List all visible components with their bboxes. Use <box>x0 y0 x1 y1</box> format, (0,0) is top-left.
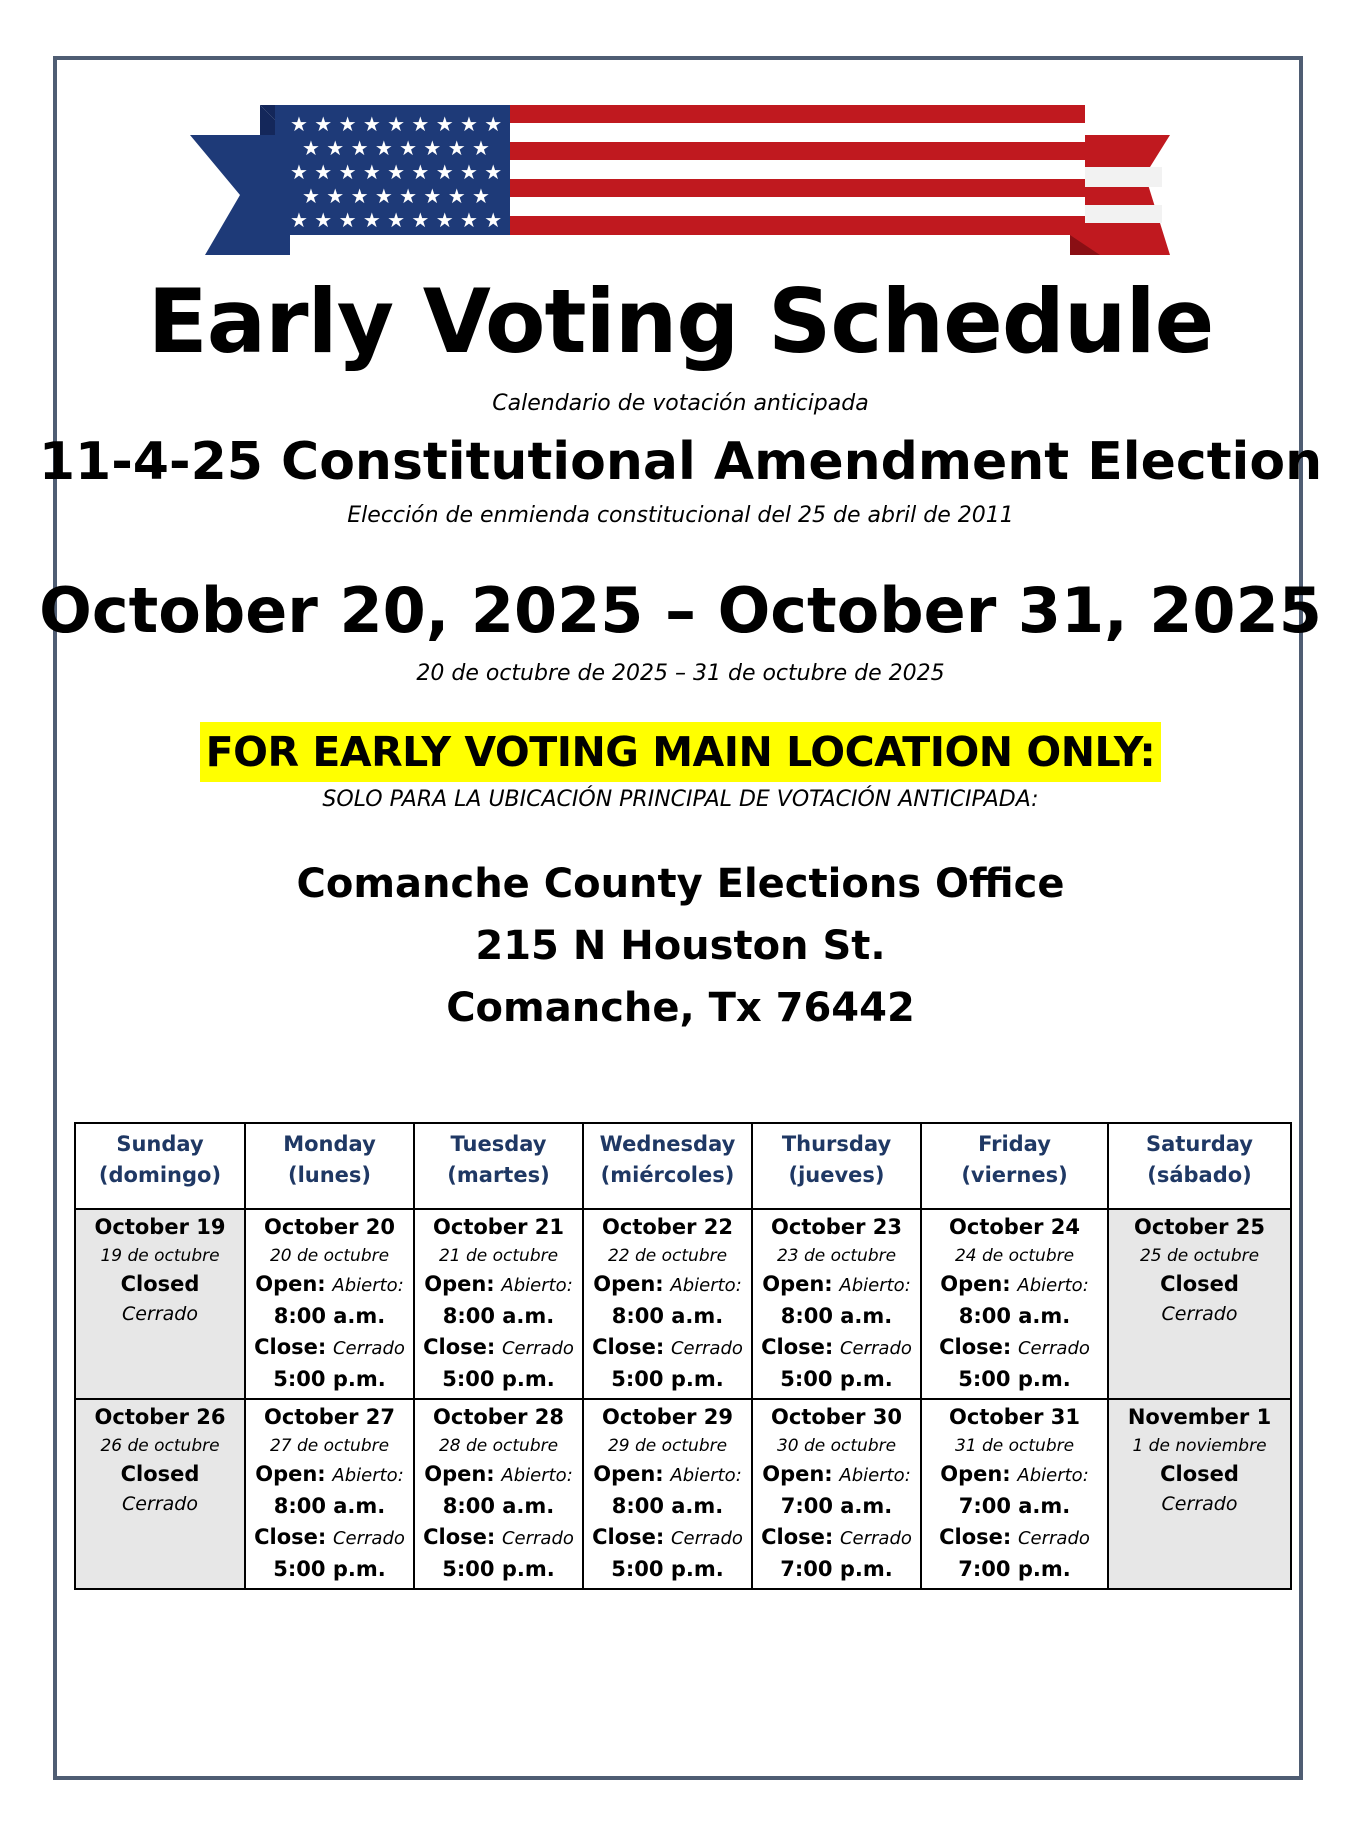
header-tuesday: Tuesday (martes) <box>414 1123 583 1209</box>
day-cell-open: October 28 28 de octubre Open: Abierto: 8:00 a.m. Close: Cerrado 5:00 p.m. <box>414 1399 583 1589</box>
election-title-es: Elección de enmienda constitucional del 25 de abril de 2011 <box>347 503 1014 528</box>
header-thursday: Thursday (jueves) <box>752 1123 921 1209</box>
american-flag-ribbon-icon <box>190 105 1170 255</box>
day-cell-closed: October 19 19 de octubre Closed Cerrado <box>75 1209 245 1399</box>
table-row <box>75 1399 1291 1589</box>
header-sunday: Sunday (domingo) <box>75 1123 245 1209</box>
svg-text:★ ★ ★ ★ ★ ★ ★ ★ ★: ★ ★ ★ ★ ★ ★ ★ ★ ★ <box>290 208 503 232</box>
office-street: 215 N Houston St. <box>475 923 886 969</box>
date-range: October 20, 2025 – October 31, 2025 <box>39 574 1322 647</box>
day-cell-open: October 29 29 de octubre Open: Abierto: 8:00 a.m. Close: Cerrado 5:00 p.m. <box>583 1399 752 1589</box>
day-cell-open: October 31 31 de octubre Open: Abierto: 7:00 a.m. Close: Cerrado 7:00 p.m. <box>921 1399 1108 1589</box>
early-voting-calendar <box>74 1122 1292 1590</box>
day-cell-open: October 21 21 de octubre Open: Abierto: 8:00 a.m. Close: Cerrado 5:00 p.m. <box>414 1209 583 1399</box>
day-cell-open: October 22 22 de octubre Open: Abierto: 8:00 a.m. Close: Cerrado 5:00 p.m. <box>583 1209 752 1399</box>
svg-text:★ ★ ★ ★ ★ ★ ★ ★ ★: ★ ★ ★ ★ ★ ★ ★ ★ ★ <box>290 112 503 136</box>
header-wednesday: Wednesday (miércoles) <box>583 1123 752 1209</box>
main-location-highlight: FOR EARLY VOTING MAIN LOCATION ONLY: <box>200 722 1162 782</box>
svg-text:★ ★ ★ ★ ★ ★ ★ ★: ★ ★ ★ ★ ★ ★ ★ ★ <box>302 184 490 208</box>
header-saturday: Saturday (sábado) <box>1108 1123 1291 1209</box>
day-cell-open: October 27 27 de octubre Open: Abierto: 8:00 a.m. Close: Cerrado 5:00 p.m. <box>245 1399 414 1589</box>
office-name: Comanche County Elections Office <box>296 861 1065 907</box>
office-city: Comanche, Tx 76442 <box>446 985 915 1031</box>
header-friday: Friday (viernes) <box>921 1123 1108 1209</box>
day-cell-closed: October 26 26 de octubre Closed Cerrado <box>75 1399 245 1589</box>
table-row <box>75 1209 1291 1399</box>
day-cell-open: October 24 24 de octubre Open: Abierto: 8:00 a.m. Close: Cerrado 5:00 p.m. <box>921 1209 1108 1399</box>
day-cell-closed: November 1 1 de noviembre Closed Cerrado <box>1108 1399 1291 1589</box>
day-cell-open: October 30 30 de octubre Open: Abierto: 7:00 a.m. Close: Cerrado 7:00 p.m. <box>752 1399 921 1589</box>
calendar-header-row <box>75 1123 1291 1209</box>
header-monday: Monday (lunes) <box>245 1123 414 1209</box>
svg-text:★ ★ ★ ★ ★ ★ ★ ★ ★: ★ ★ ★ ★ ★ ★ ★ ★ ★ <box>290 160 503 184</box>
page-title: Early Voting Schedule <box>147 270 1214 373</box>
day-cell-open: October 23 23 de octubre Open: Abierto: 8:00 a.m. Close: Cerrado 5:00 p.m. <box>752 1209 921 1399</box>
day-cell-closed: October 25 25 de octubre Closed Cerrado <box>1108 1209 1291 1399</box>
date-range-es: 20 de octubre de 2025 – 31 de octubre de 2025 <box>416 661 945 686</box>
election-title: 11-4-25 Constitutional Amendment Election <box>38 432 1323 492</box>
main-location-highlight-es: SOLO PARA LA UBICACIÓN PRINCIPAL DE VOTACIÓN ANTICIPADA: <box>322 787 1039 812</box>
svg-text:★ ★ ★ ★ ★ ★ ★ ★: ★ ★ ★ ★ ★ ★ ★ ★ <box>302 136 490 160</box>
day-cell-open: October 20 20 de octubre Open: Abierto: 8:00 a.m. Close: Cerrado 5:00 p.m. <box>245 1209 414 1399</box>
page-title-es: Calendario de votación anticipada <box>492 391 869 416</box>
